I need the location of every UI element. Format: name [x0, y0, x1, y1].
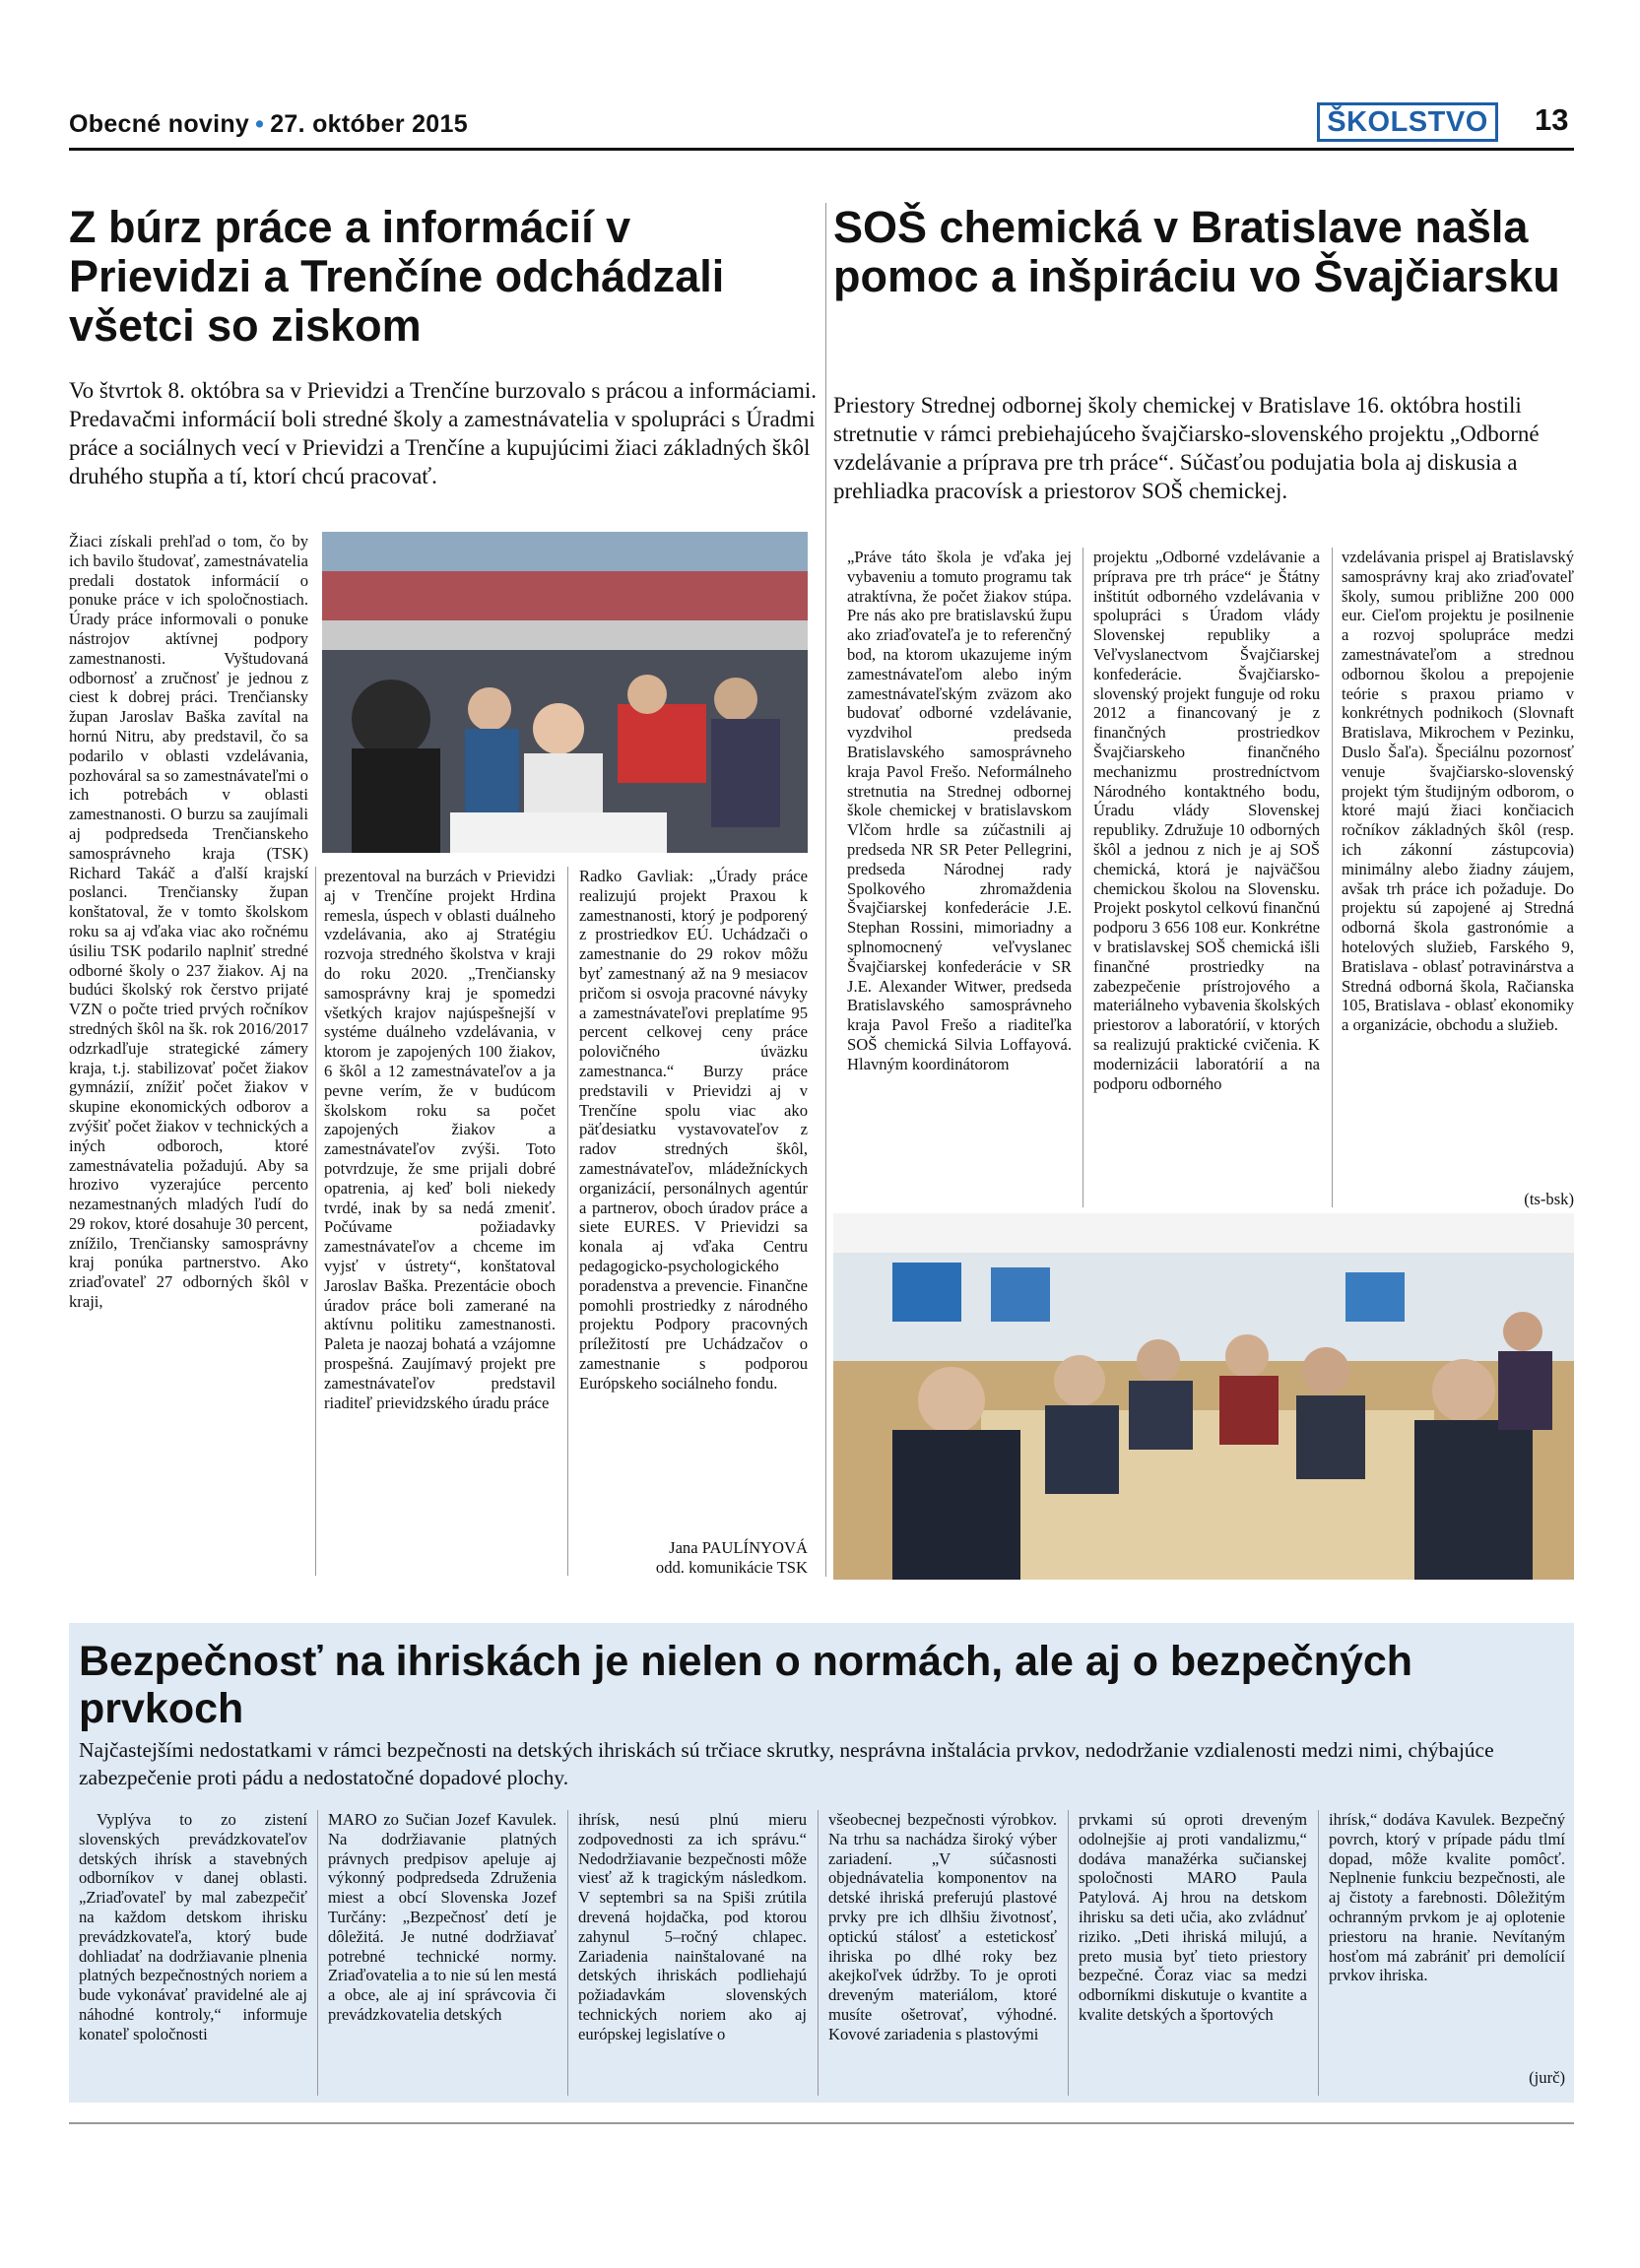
column-divider	[567, 867, 568, 1576]
article3-column-4-text: všeobecnej bezpečnosti výrobkov. Na trhu sa nachádza široký výber zariadení. „V súčasnosti objednávatelia komponentov na detské ihriská preferujú plastové prvky pre ich dlhšiu životnosť, optickú stálosť a estetickosť ihriska po dlhé roky bez akejkoľvek údržby. To je oproti dreveným materiálom, ktoré musíte ošetrovať, výhodné. Kovové zariadenia s plastovými	[828, 1810, 1057, 2043]
article3-column-5	[1079, 1810, 1307, 2096]
article2-photo	[833, 1213, 1574, 1580]
page-number: 13	[1535, 102, 1569, 137]
article3-column-2-text: MARO zo Sučian Jozef Kavulek. Na dodržiavanie platných právnych predpisov apeluje aj výkonný podpredseda Združenia miest a obcí Slovenska Jozef Turčány: „Bezpečnosť detí je dôležitá. Je nutné dodržiavať potrebné technické normy. Zriaďovatelia a to nie sú len mestá a obce, ale aj iní správcovia či prevádzkovatelia detských	[328, 1810, 557, 2024]
article1-author: Jana PAULÍNYOVÁ	[669, 1538, 808, 1557]
section-badge: ŠKOLSTVO	[1317, 102, 1498, 142]
article2-column-1-text: „Práve táto škola je vďaka jej vybaveniu a tomuto programu tak atraktívna, že počet žiakov stúpa. Pre nás ako pre bratislavskú župu ako zriaďovateľa je to referenčný bod, na ktorom ukazujeme iným zamestnávateľom alebo iným zamestnávateľským zväzom ako budovať odborné vzdelávanie, vyzdvihol predseda Bratislavského samosprávneho kraja Pavol Frešo. Neformálneho stretnutia na Strednej odbornej škole chemickej v bratislavskom Vlčom hrdle sa zúčastnili aj predseda NR SR Peter Pellegrini, predseda Národnej rady Spolkového zhromaždenia Švajčiarskej konfederácie J.E. Stephan Rossini, mimoriadny a splnomocnený veľvyslanec Švajčiarskej konfederácie v SR J.E. Alexander Witwer, predseda Bratislavského samosprávneho kraja Pavol Frešo a riaditeľka SOŠ chemická Silvia Loffayová. Hlavným koordinátorom	[847, 548, 1072, 1073]
footer-rule	[69, 2122, 1574, 2124]
article1-photo	[322, 532, 808, 853]
article2-column-2-text: projektu „Odborné vzdelávanie a príprava pre trh práce“ je Štátny inštitút odborného vzdelávania v spolupráci s Úradom vlády Slovenskej republiky a Veľvyslanectvom Švajčiarskej konfederácie. Švajčiarsko-slovenský projekt funguje od roku 2012 a financovaný je z finančných prostriedkov Švajčiarskeho finančného mechanizmu prostredníctvom Národného kontaktného bodu, Úradu vlády Slovenskej republiky. Združuje 10 odborných škôl a jednou z nich je aj SOŠ chemická, ktorá je najväčšou chemickou školou na Slovensku. Projekt poskytol celkovú finančnú podporu 3 656 108 eur. Konkrétne v bratislavskej SOŠ chemická išli finančné prostriedky na zabezpečenie prístrojového a materiálneho vybavenia školských priestorov a laboratórií, v ktorých sa realizujú praktické cvičenia. K modernizácii laboratórií a na podporu odborného	[1093, 548, 1320, 1093]
column-divider	[1082, 548, 1083, 1207]
article3-column-6	[1329, 1810, 1565, 2046]
article3-signature-wrap	[1329, 2068, 1565, 2088]
separator-dot: •	[255, 110, 265, 138]
article1-column-1-text: Žiaci získali prehľad o tom, čo by ich bavilo študovať, zamestnávatelia predali dostatok informácií o ponuke práce v ich spoločnostiach. Úrady práce informovali o ponuke nástrojov aktívnej podpory zamestnanosti. Vyštudovaná odbornosť a zručnosť je jednou z ciest k dobrej práci. Trenčiansky župan Jaroslav Baška zavítal na hornú Nitru, aby predstavil, čo sa podarilo v oblasti vzdelávania, pozhováral sa so zamestnávateľmi o ich potrebách v oblasti zamestnanosti. O burzu sa zaujímali aj podpredseda Trenčianskeho samosprávneho kraja (TSK) Richard Takáč a ďalší krajskí poslanci. Trenčiansky župan konštatoval, že v tomto školskom roku sa aj vďaka viac ako ročnému úsiliu TSK podarilo naplniť stredné odborné školy o 237 žiakov. Aj na budúci školský rok čerstvo prijaté VZN o počte tried prvých ročníkov stredných škôl na šk. rok 2016/2017 odzrkadľuje strategické zámery kraja, t.j. stabilizovať počet žiakov gymnázií, znížiť počet žiakov v skupine ekonomických odborov a zvýšiť počet žiakov v technických a iných odboroch, ktoré zamestnávatelia požadujú. Aby sa hrozivo vyzerajúce percento nezamestnaných mladých ľudí do 29 rokov, ktoré dosahuje 30 percent, znížilo, Trenčiansky samosprávny kraj ponúka partnerstvo. Ako zriaďovateľ 27 odborných škôl v kraji,	[69, 532, 308, 1312]
article3-column-6-text: ihrísk,“ dodáva Kavulek. Bezpečný povrch, ktorý v prípade pádu tlmí dopad, môže kvalite pomôcť. Neplnenie funkciu bezpečnosti, ale aj čistoty a farebnosti. Dôležitým ochranným prvkom je aj oplotenie priestoru na hranie. Nevítaným hosťom má zabrániť pri demolícií prvkov ihriska.	[1329, 1810, 1565, 1985]
article2-signature-wrap	[1342, 1190, 1574, 1209]
article3-column-3-text: ihrísk, nesú plnú mieru zodpovednosti za ich správu.“ Nedodržiavanie bezpečnosti môže viesť až k tragickým následkom. V septembri sa na Spiši zrútila drevená hojdačka, pod ktorou zahynul 5–ročný chlapec. Zariadenia nainštalované na detských ihriskách podliehajú požiadavkám slovenských technických noriem ako aj európskej legislatíve o	[578, 1810, 807, 2043]
column-divider	[317, 1810, 318, 2096]
masthead	[69, 110, 468, 139]
article3-column-1	[79, 1810, 307, 2096]
article2-lead: Priestory Strednej odbornej školy chemickej v Bratislave 16. októbra hostili stretnutie v rámci prebiehajúceho švajčiarsko-slovenského projektu „Odborné vzdelávanie a príprava pre trh práce“. Súčasťou podujatia bola aj diskusia a prehliadka pracovísk a priestorov SOŠ chemickej.	[833, 393, 1540, 503]
article1-column-1	[69, 532, 308, 1571]
article1-column-3	[579, 867, 808, 1536]
column-divider	[567, 1810, 568, 2096]
column-divider	[1332, 548, 1333, 1207]
article3-signature: (jurč)	[1529, 2068, 1565, 2087]
article3-column-2	[328, 1810, 557, 2096]
article2-column-3-text: vzdelávania prispel aj Bratislavský samosprávny kraj ako zriaďovateľ školy, sumou približne 200 000 eur. Cieľom projektu je posilnenie a rozvoj spolupráce medzi zamestnávateľom a strednou odbornou školou a prepojenie teórie s praxou priamo v konkrétnych podnikoch (Slovnaft Bratislava, Mikrochem v Pezinku, Duslo Šaľa). Špeciálnu pozornosť venuje švajčiarsko-slovenský projekt tým študijným odborom, o ktoré majú žiaci končiacich ročníkov základných škôl (resp. ich zákonní zástupcovia) minimálny alebo žiadny záujem, avšak trh práce ich požaduje. Do projektu sú zapojené aj Stredná odborná škola gastronómie a hotelových služieb, Farského 9, Bratislava - oblasť potravinárstva a Stredná odborná škola, Račianska 105, Bratislava - oblasť ekonomiky a organizácie, obchodu a služieb.	[1342, 548, 1574, 1035]
publication-name: Obecné noviny	[69, 110, 250, 138]
article3-lead: Najčastejšími nedostatkami v rámci bezpečnosti na detských ihriskách sú trčiace skrutky, nesprávna inštalácia prvkov, nedodržanie vzdialenosti medzi nimi, chýbajúce zabezpečenie proti pádu a nedostatočné dopadové plochy.	[79, 1738, 1494, 1789]
article3-column-5-text: prvkami sú oproti dreveným odolnejšie aj proti vandalizmu,“ dodáva manažérka sučianskej spoločnosti MARO Paula Patylová. Aj hrou na detskom ihrisku sa deti učia, ako zvládnuť riziko. „Deti ihriská milujú, a preto musia byť tieto priestory bezpečné. Čoraz viac sa medzi odborníkmi diskutuje o kvantite a kvalite detských a športových	[1079, 1810, 1307, 2024]
column-divider	[315, 867, 316, 1576]
article2-column-1	[847, 548, 1072, 1207]
article1-byline	[579, 1538, 808, 1578]
article2-signature: (ts-bsk)	[1524, 1190, 1574, 1208]
article3-column-1-text: Vyplýva to zo zistení slovenských prevádzkovateľov detských ihrísk a stavebných odborníkov v danej oblasti. „Zriaďovateľ by mal zabezpečiť na každom detskom ihrisku prevádzkovateľa, ktorý bude dohliadať na dodržiavanie plnenia platných bezpečnostných noriem a bude vykonávať pravidelné ale aj náhodné kontroly,“ informuje konateľ spoločnosti	[79, 1810, 307, 2043]
article1-author-role: odd. komunikácie TSK	[655, 1557, 808, 1577]
article3-headline: Bezpečnosť na ihriskách je nielen o normách, ale aj o bezpečných prvkoch	[79, 1638, 1413, 1732]
article2-headline: SOŠ chemická v Bratislave našla pomoc a inšpiráciu vo Švajčiarsku	[833, 202, 1560, 301]
article1-lead: Vo štvrtok 8. októbra sa v Prievidzi a Trenčíne burzovalo s prácou a informáciami. Predavačmi informácií boli stredné školy a zamestnávatelia v spolupráci s Úradmi práce a sociálnych vecí v Prievidzi a Trenčíne a kupujúcimi žiaci základných škôl druhého stupňa a tí, ktorí chcú pracovať.	[69, 378, 818, 488]
meeting-photo-icon	[833, 1213, 1574, 1580]
article-divider	[825, 203, 826, 1577]
job-fair-photo-icon	[322, 532, 808, 853]
article2-column-3	[1342, 548, 1574, 1188]
column-divider	[818, 1810, 819, 2096]
article1-headline: Z búrz práce a informácií v Prievidzi a Trenčíne odchádzali všetci so ziskom	[69, 202, 725, 351]
article1-column-3-text: Radko Gavliak: „Úrady práce realizujú projekt Praxou k zamestnanosti, ktorý je podporený z prostriedkov EÚ. Uchádzači o zamestnanie do 29 rokov môžu byť zamestnaný až na 9 mesiacov pričom si osvoja pracovné návyky a zamestnávateľovi preplatíme 95 percent celkovej ceny práce polovičného úväzku zamestnanca.“ Burzy práce predstavili v Prievidzi aj v Trenčíne spolu viac ako päťdesiatku vystavovateľov z radov stredných škôl, zamestnávateľov, mládežníckych organizácií, personálnych agentúr a partnerov, oboch úradov práce a siete EURES. V Prievidzi sa konala aj vďaka Centru pedagogicko-psychologického poradenstva a prevencie. Finančne pomohli prostriedky z národného projektu Podpory pracovných príležitostí pre Uchádzačov o zamestnanie s podporou Európskeho sociálneho fondu.	[579, 867, 808, 1393]
column-divider	[1068, 1810, 1069, 2096]
article3-column-4	[828, 1810, 1057, 2096]
article1-column-2	[324, 867, 556, 1571]
column-divider	[1318, 1810, 1319, 2096]
article1-column-2-text: prezentoval na burzách v Prievidzi aj v Trenčíne projekt Hrdina remesla, úspech v oblasti duálneho vzdelávania, ako aj Stratégiu rozvoja stredného školstva v kraji do roku 2020. „Trenčiansky samosprávny kraj je spomedzi všetkých krajov najúspešnejší v systéme duálneho vzdelávania, v ktorom je zapojených 100 žiakov, 6 škôl a 12 zamestnávateľov a ja pevne verím, že v budúcom školskom roku sa počet zapojených žiakov a zamestnávateľov zvýši. Toto potvrdzuje, že sme prijali dobré opatrenia, aj keď boli niekedy tvrdé, inak by sa nedá zmeniť. Počúvame požiadavky zamestnávateľov a chceme im vyjsť v ústrety“, konštatoval Jaroslav Baška. Prezentácie oboch úradov práce boli zamerané na aktívnu politiku zamestnanosti. Paleta je naozaj bohatá a vzájomne prospešná. Zaujímavý projekt pre zamestnávateľov predstavil riaditeľ prievidzského úradu práce	[324, 867, 556, 1412]
header-rule	[69, 148, 1574, 151]
article3-column-3	[578, 1810, 807, 2096]
issue-date: 27. október 2015	[270, 110, 468, 138]
article2-column-2	[1093, 548, 1320, 1207]
